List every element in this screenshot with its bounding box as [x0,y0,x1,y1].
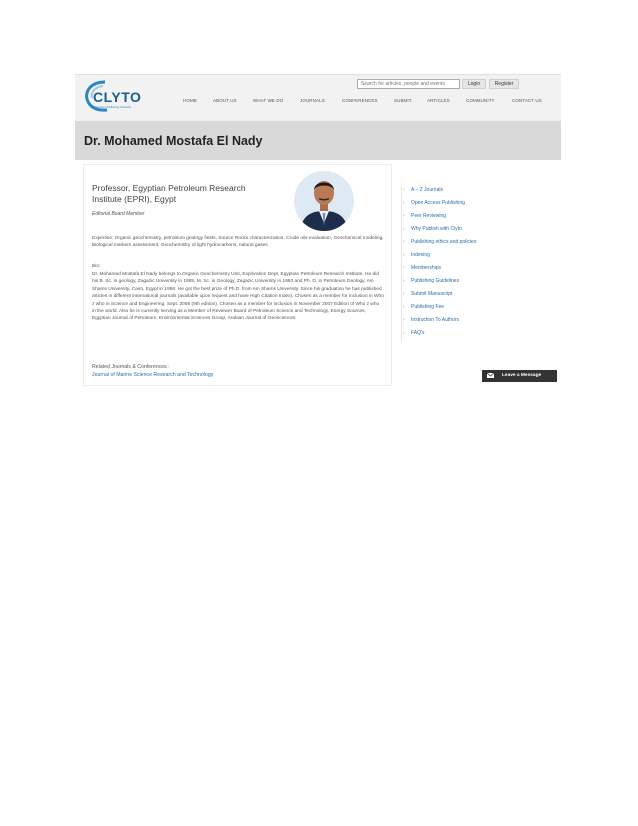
sidebar-item-label: Open Access Publishing [411,200,465,206]
envelope-icon [487,373,494,378]
sidebar-item-label: Memberships [411,265,442,271]
related-journal-link[interactable]: Journal of Marine Science Research and Technology [92,372,214,378]
sidebar-item-label: FAQ's [411,330,425,336]
chevron-right-icon: › [403,213,405,219]
sidebar-item-peer-reviewing[interactable] [403,213,446,223]
chevron-right-icon: › [403,265,405,271]
sidebar-item-submit-manuscript[interactable] [403,291,452,301]
sidebar-item-open-access[interactable] [403,200,465,210]
profile-panel [83,164,392,386]
person-portrait-icon [294,171,354,231]
related-label: Related Journals & Conferences : [92,364,170,370]
page-container [75,74,561,384]
nav-about-us[interactable]: ABOUT US [213,98,237,103]
sidebar-item-label: Peer Reviewing [411,213,447,219]
chevron-right-icon: › [403,239,405,245]
nav-contact-us[interactable]: CONTACT US [512,98,542,103]
nav-community[interactable]: COMMUNITY [466,98,495,103]
site-logo[interactable] [83,79,141,117]
nav-journals[interactable]: JOURNALS [300,98,325,103]
sidebar-item-faqs[interactable] [403,330,424,340]
sidebar-item-label: Publishing Fee [411,304,445,310]
sidebar-item-indexing[interactable] [403,252,430,262]
chevron-right-icon: › [403,304,405,310]
sidebar-item-guidelines[interactable] [403,278,459,288]
sidebar-item-label: Submit Manuscript [411,291,453,297]
chevron-right-icon: › [403,317,405,323]
bio-text: Dr. Mohamed Mostafa El Nady belongs to Organic Geochemistry Unit, Exploration Dept, Egyptian Petroleum Research Institute. He did his B. Sc. in geology, Zagazic University in 1985, M. Sc. in Geology, Zagazic University in 1993 and Ph. D. in Petroleum Geology, Ain Shams University, Cairo, Egypt in 1998. He got the best prize of Ph.D. from Ain Shams University. Since his graduation he has published articles in different international journals (available upon request and have High Citation Index). Chosen as a member for inclusion in Who z who in Science and Engineering, Sept. 2006 (9th edition), Chosen as a member for inclusion in November 2007 Edition of Who z who in the world. Also he is currently serving as a Member of Reviewer Board of Petroleum Science and Technology, Energy Sources, Egyptian Journal of Petroleum, Environmental Sciences Group, Arabian Journal of Geosciences [92,272,384,322]
chevron-right-icon: › [403,330,405,336]
sidebar-item-why-publish[interactable] [403,226,462,236]
sidebar-divider [401,187,402,342]
sidebar-item-ethics[interactable] [403,239,476,249]
sidebar-item-label: A – Z Journals [411,187,443,193]
page-title: Dr. Mohamed Mostafa El Nady [84,134,263,148]
register-button[interactable]: Register [489,79,519,89]
profile-photo [294,171,354,231]
expertise-text: Expertise: Organic geochemistry, petroleum geology fields, Source Rocks characterization, Crude oils evaluation, Geochemical modeling, Biological markers assessment, Geochemistry of light hydrocarbons, natural gases [92,236,384,249]
profile-position: Professor, Egyptian Petroleum Research Institute (EPRI), Egypt [92,183,246,204]
sidebar-item-label: Publishing ethics and policies [411,239,477,245]
nav-what-we-do[interactable]: WHAT WE DO [253,98,284,103]
bio-label: Bio: [92,264,101,269]
chevron-right-icon: › [403,187,405,193]
chevron-right-icon: › [403,200,405,206]
nav-submit[interactable]: SUBMIT [394,98,412,103]
sidebar-item-instructions[interactable] [403,317,459,327]
sidebar-item-label: Why Publish with Clyto [411,226,462,232]
sidebar-item-az-journals[interactable] [403,187,443,197]
title-bar [75,121,561,160]
sidebar-item-memberships[interactable] [403,265,441,275]
login-button[interactable]: Login [462,79,486,89]
chevron-right-icon: › [403,278,405,284]
leave-message-label: Leave a Message [502,373,542,378]
chevron-right-icon: › [403,252,405,258]
nav-conferences[interactable]: CONFERENCES [342,98,378,103]
sidebar-item-label: Instruction To Authors [411,317,459,323]
logo-tagline: Access Publishing Network [95,105,132,109]
site-header [75,74,561,122]
profile-role: Editorial Board Member [92,211,145,217]
leave-message-button[interactable] [482,370,557,382]
nav-home[interactable]: HOME [183,98,197,103]
logo-text: CLYTO [93,89,142,105]
sidebar-item-label: Publishing Guidelines [411,278,460,284]
chevron-right-icon: › [403,226,405,232]
nav-articles[interactable]: ARTICLES [427,98,450,103]
chevron-right-icon: › [403,291,405,297]
sidebar-item-label: Indexing [411,252,430,258]
search-input[interactable] [357,79,460,89]
sidebar-item-publishing-fee[interactable] [403,304,444,314]
